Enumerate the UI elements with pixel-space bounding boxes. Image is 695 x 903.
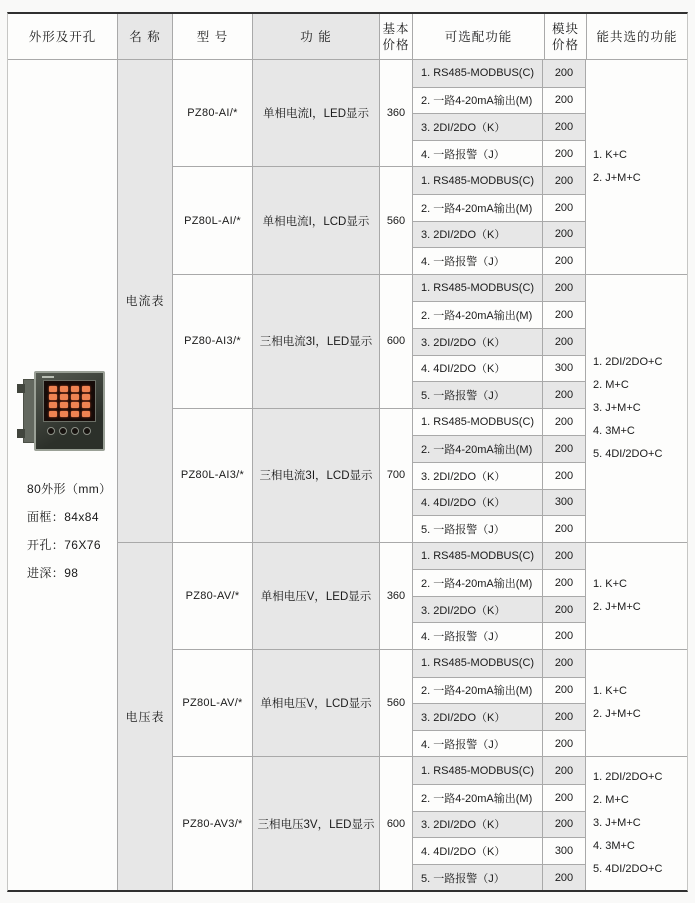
- combinable-option: 1. K+C: [593, 685, 627, 698]
- option-label: 3. 2DI/2DO（K）: [413, 597, 543, 623]
- model-section: [173, 543, 585, 649]
- option-row: [413, 275, 585, 302]
- option-row: [413, 703, 585, 730]
- option-label: 4. 一路报警（J）: [413, 141, 543, 167]
- option-label: 4. 4DI/2DO（K）: [413, 838, 543, 864]
- function-description: 单相电压V，LED显示: [253, 543, 380, 649]
- module-price: 200: [554, 309, 574, 322]
- option-row: [413, 167, 585, 194]
- group-sections: [173, 275, 585, 542]
- option-row: [413, 355, 585, 382]
- option-label: 3. 2DI/2DO（K）: [413, 329, 543, 355]
- options-list: [413, 409, 585, 542]
- header-optional-functions: 可选配功能: [413, 14, 545, 59]
- module-price: 200: [554, 737, 574, 750]
- options-list: [413, 275, 585, 408]
- options-list: [413, 543, 585, 649]
- combinable-option: 2. M+C: [593, 794, 629, 807]
- combinable-option: 4. 3M+C: [593, 424, 635, 437]
- model-number: PZ80L-AI3/*: [173, 409, 253, 542]
- table-body: [8, 60, 687, 890]
- base-price: 600: [380, 275, 413, 408]
- module-price: 200: [554, 630, 574, 643]
- category-name: 电压表: [118, 543, 173, 891]
- model-section: [173, 275, 585, 408]
- base-price: 560: [380, 650, 413, 756]
- dimension-line: 80外形（mm）: [27, 482, 112, 497]
- panel-meter-photo: [19, 369, 107, 457]
- module-price: 200: [543, 436, 585, 462]
- function-description: 单相电流I，LCD显示: [253, 167, 380, 273]
- category-row: [118, 60, 687, 542]
- options-list: [413, 167, 585, 273]
- combinable-functions-cell: [585, 275, 687, 542]
- combinable-option: 1. 2DI/2DO+C: [593, 771, 663, 784]
- model-number: PZ80-AV3/*: [173, 757, 253, 890]
- group-sections: [173, 543, 585, 649]
- model-section: [173, 650, 585, 756]
- option-row: [413, 113, 585, 140]
- option-label: 2. 一路4-20mA输出(M): [413, 302, 543, 328]
- option-row: [413, 543, 585, 570]
- option-row: [413, 87, 585, 114]
- dimension-notes: [27, 475, 112, 587]
- option-label: 4. 一路报警（J）: [413, 623, 543, 649]
- module-price: 200: [543, 597, 585, 623]
- option-row: [413, 462, 585, 489]
- option-row: [413, 409, 585, 436]
- option-label: 1. RS485-MODBUS(C): [413, 650, 543, 677]
- model-section: [173, 60, 585, 166]
- model-group: [173, 649, 687, 756]
- base-price: 360: [380, 60, 413, 166]
- shape-and-cutout-cell: [8, 60, 118, 890]
- combinable-functions-cell: [585, 543, 687, 649]
- option-row: [413, 784, 585, 811]
- module-price: 200: [554, 791, 574, 804]
- option-label: 4. 4DI/2DO（K）: [413, 356, 543, 382]
- module-price: 200: [554, 469, 574, 482]
- model-number: PZ80-AI/*: [173, 60, 253, 166]
- option-label: 4. 一路报警（J）: [413, 248, 543, 274]
- group-sections: [173, 650, 585, 756]
- option-label: 1. RS485-MODBUS(C): [413, 757, 543, 784]
- header-base-price: 基本价格: [380, 14, 413, 59]
- option-label: 1. RS485-MODBUS(C): [413, 60, 543, 87]
- option-label: 4. 4DI/2DO（K）: [413, 490, 543, 516]
- option-row: [413, 435, 585, 462]
- module-price: 200: [554, 94, 574, 107]
- option-label: 4. 一路报警（J）: [413, 731, 543, 757]
- options-list: [413, 60, 585, 166]
- option-label: 3. 2DI/2DO（K）: [413, 463, 543, 489]
- combinable-option: 2. J+M+C: [593, 171, 641, 184]
- model-group: [173, 274, 687, 542]
- module-price: 200: [554, 147, 574, 160]
- combinable-option: 1. 2DI/2DO+C: [593, 355, 663, 368]
- option-row: [413, 140, 585, 167]
- combinable-option: 4. 3M+C: [593, 840, 635, 853]
- option-row: [413, 247, 585, 274]
- option-row: [413, 381, 585, 408]
- group-sections: [173, 757, 585, 890]
- model-group: [173, 543, 687, 649]
- module-price: 200: [543, 382, 585, 408]
- header-combinable-functions: 能共选的功能: [596, 29, 678, 44]
- base-price: 360: [380, 543, 413, 649]
- option-label: 1. RS485-MODBUS(C): [413, 275, 543, 302]
- option-row: [413, 194, 585, 221]
- function-description: 单相电流I，LED显示: [253, 60, 380, 166]
- option-row: [413, 677, 585, 704]
- module-price: 200: [554, 522, 574, 535]
- combinable-option: 5. 4DI/2DO+C: [593, 863, 663, 876]
- option-row: [413, 837, 585, 864]
- option-row: [413, 301, 585, 328]
- combinable-functions-cell: [585, 757, 687, 890]
- meter-front-face: [34, 371, 105, 451]
- function-description: 三相电流3I，LCD显示: [253, 409, 380, 542]
- option-label: 5. 一路报警（J）: [413, 516, 543, 542]
- module-price: 200: [554, 684, 574, 697]
- combinable-option: 5. 4DI/2DO+C: [593, 447, 663, 460]
- model-group: [173, 60, 687, 274]
- option-label: 1. RS485-MODBUS(C): [413, 167, 543, 194]
- category-groups: [173, 543, 687, 891]
- header-shape-and-cutout: 外形及开孔: [8, 14, 118, 59]
- module-price: 200: [543, 704, 585, 730]
- header-function: 功 能: [253, 14, 380, 59]
- function-description: 单相电压V，LCD显示: [253, 650, 380, 756]
- option-row: [413, 811, 585, 838]
- combinable-option: 3. J+M+C: [593, 401, 641, 414]
- option-label: 2. 一路4-20mA输出(M): [413, 678, 543, 704]
- header-module-price: 模块价格: [545, 14, 587, 59]
- module-price: 200: [543, 167, 585, 194]
- module-price: 200: [543, 543, 585, 570]
- combinable-option: 1. K+C: [593, 577, 627, 590]
- option-label: 3. 2DI/2DO（K）: [413, 812, 543, 838]
- category-groups: [173, 60, 687, 542]
- option-label: 2. 一路4-20mA输出(M): [413, 88, 543, 114]
- combinable-functions-cell: [585, 650, 687, 756]
- options-list: [413, 757, 585, 890]
- model-number: PZ80-AI3/*: [173, 275, 253, 408]
- module-price: 200: [554, 416, 574, 429]
- module-price: 200: [554, 577, 574, 590]
- combinable-functions-cell: [585, 60, 687, 274]
- option-label: 2. 一路4-20mA输出(M): [413, 570, 543, 596]
- module-price: 200: [543, 222, 585, 248]
- option-label: 1. RS485-MODBUS(C): [413, 543, 543, 570]
- header-model: 型 号: [173, 14, 253, 59]
- category-row: [118, 542, 687, 891]
- option-row: [413, 328, 585, 355]
- option-row: [413, 622, 585, 649]
- module-price: 300: [554, 362, 574, 375]
- option-row: [413, 60, 585, 87]
- model-section: [173, 757, 585, 890]
- module-price: 300: [554, 845, 574, 858]
- category-name: 电流表: [118, 60, 173, 542]
- base-price: 600: [380, 757, 413, 890]
- module-price: 200: [554, 254, 574, 267]
- module-price: 200: [543, 812, 585, 838]
- function-description: 三相电压3V，LED显示: [253, 757, 380, 890]
- option-label: 1. RS485-MODBUS(C): [413, 409, 543, 436]
- option-label: 3. 2DI/2DO（K）: [413, 114, 543, 140]
- base-price: 700: [380, 409, 413, 542]
- model-section: [173, 166, 585, 273]
- meter-logo-mark: [42, 376, 54, 378]
- option-row: [413, 489, 585, 516]
- combinable-option: 2. J+M+C: [593, 708, 641, 721]
- module-price: 200: [543, 114, 585, 140]
- option-label: 3. 2DI/2DO（K）: [413, 222, 543, 248]
- option-label: 3. 2DI/2DO（K）: [413, 704, 543, 730]
- model-number: PZ80L-AV/*: [173, 650, 253, 756]
- product-price-table: [7, 12, 688, 892]
- model-number: PZ80L-AI/*: [173, 167, 253, 273]
- meter-led-display: [43, 380, 96, 422]
- option-label: 2. 一路4-20mA输出(M): [413, 195, 543, 221]
- categories-grid: [118, 60, 687, 890]
- option-row: [413, 864, 585, 891]
- module-price: 200: [543, 757, 585, 784]
- combinable-option: 1. K+C: [593, 148, 627, 161]
- option-row: [413, 596, 585, 623]
- module-price: 200: [543, 865, 585, 891]
- dimension-line: 面框：84x84: [27, 510, 99, 525]
- module-price: 200: [543, 275, 585, 302]
- dimension-line: 开孔：76X76: [27, 538, 101, 553]
- model-number: PZ80-AV/*: [173, 543, 253, 649]
- module-price: 200: [543, 650, 585, 677]
- option-label: 2. 一路4-20mA输出(M): [413, 436, 543, 462]
- module-price: 200: [543, 329, 585, 355]
- option-row: [413, 757, 585, 784]
- option-label: 2. 一路4-20mA输出(M): [413, 785, 543, 811]
- header-name: 名 称: [118, 14, 173, 59]
- option-row: [413, 221, 585, 248]
- dimension-line: 进深：98: [27, 566, 79, 581]
- function-description: 三相电流3I，LED显示: [253, 275, 380, 408]
- combinable-option: 3. J+M+C: [593, 817, 641, 830]
- model-group: [173, 756, 687, 890]
- option-label: 5. 一路报警（J）: [413, 382, 543, 408]
- module-price: 200: [554, 201, 574, 214]
- meter-buttons: [47, 427, 91, 435]
- option-row: [413, 650, 585, 677]
- group-sections: [173, 60, 585, 274]
- model-section: [173, 408, 585, 542]
- combinable-option: 2. J+M+C: [593, 600, 641, 613]
- base-price: 560: [380, 167, 413, 273]
- module-price: 300: [543, 490, 585, 516]
- combinable-option: 2. M+C: [593, 378, 629, 391]
- option-label: 5. 一路报警（J）: [413, 865, 543, 891]
- option-row: [413, 515, 585, 542]
- options-list: [413, 650, 585, 756]
- table-header-row: [8, 14, 687, 60]
- module-price: 200: [543, 60, 585, 87]
- option-row: [413, 730, 585, 757]
- option-row: [413, 569, 585, 596]
